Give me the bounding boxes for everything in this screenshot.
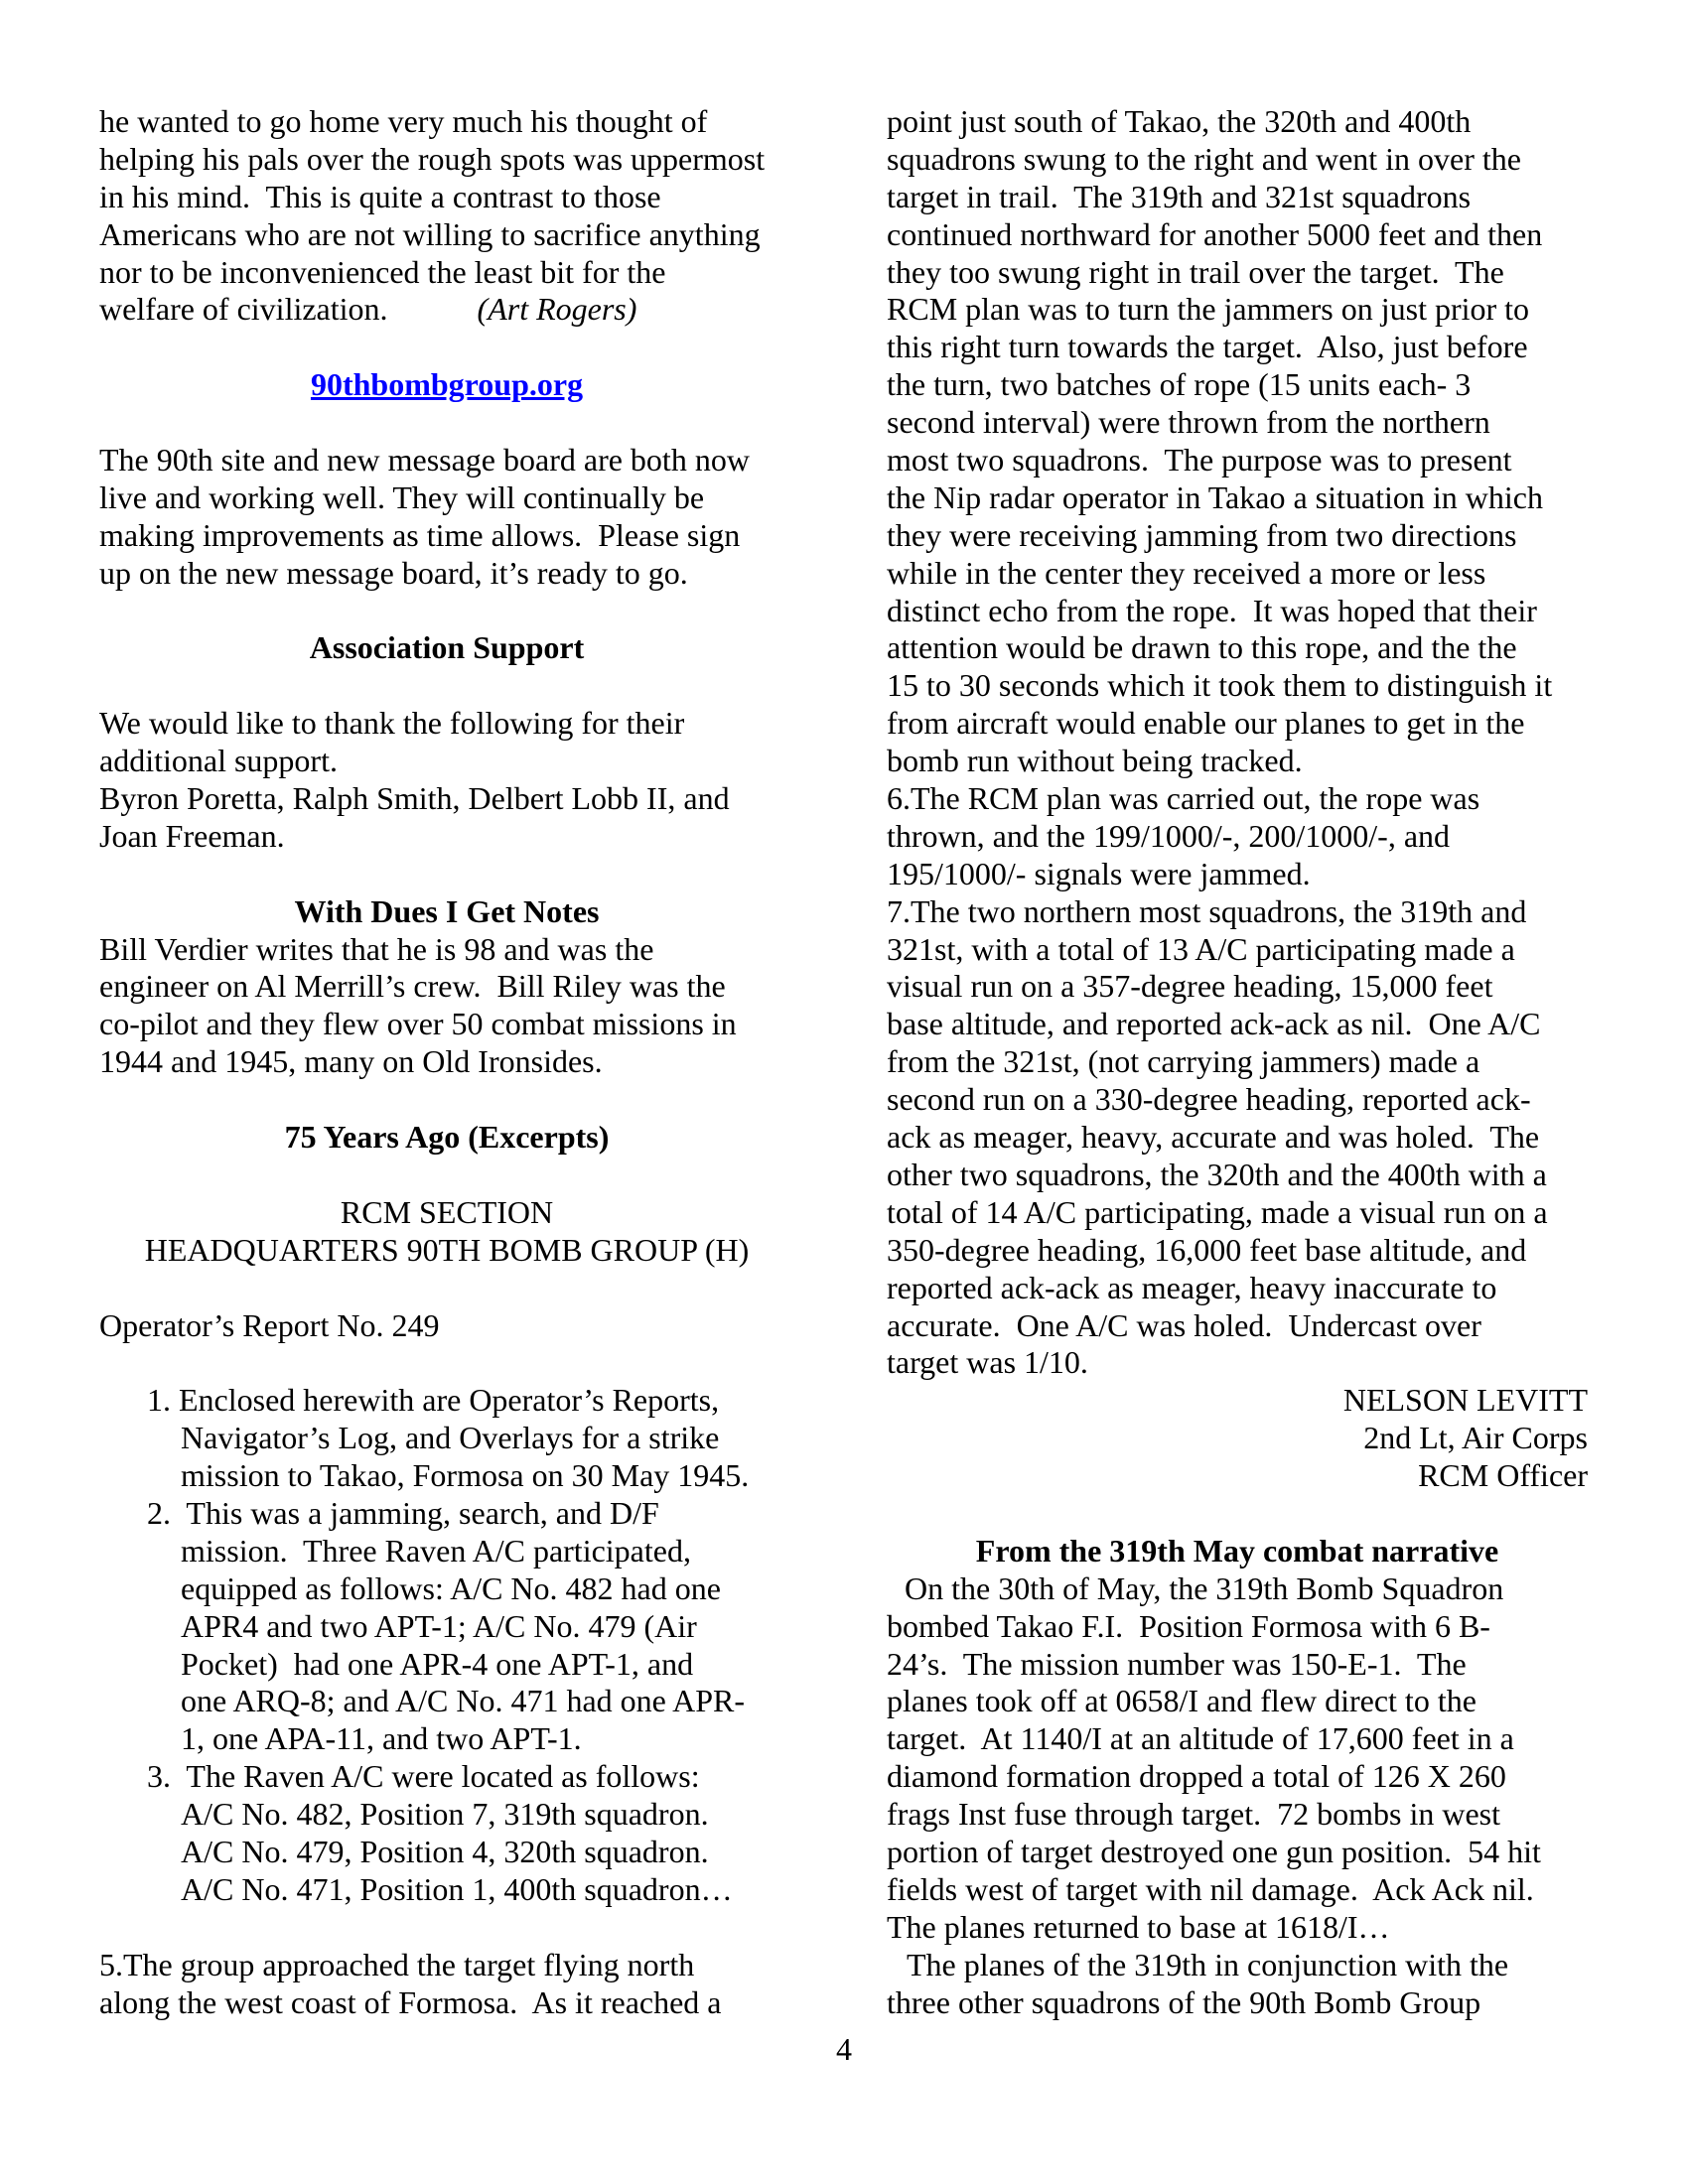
text-line: target was 1/10. [887, 1344, 1088, 1381]
text-line: attention would be drawn to this rope, and the the [887, 629, 1517, 666]
report-item-3 [99, 1758, 794, 1909]
text-line: squadrons swung to the right and went in over the [887, 140, 1521, 177]
text-line: Pocket) had one APR-4 one APT-1, and [181, 1645, 694, 1682]
text-line: bombed Takao F.I. Position Formosa with 6 B- [887, 1607, 1490, 1644]
item-number: 1. [147, 1382, 171, 1419]
text-line: other two squadrons, the 320th and the 400th with a [887, 1156, 1547, 1192]
text-line: 1, one APA-11, and two APT-1. [181, 1720, 582, 1757]
text-line: continued northward for another 5000 feet and then [887, 215, 1543, 252]
text-line: they were receiving jamming from two directions [887, 516, 1517, 553]
text-line: from aircraft would enable our planes to get in the [887, 705, 1525, 742]
text-line: 7.The two northern most squadrons, the 319th and [887, 892, 1527, 929]
website-link[interactable]: 90thbombgroup.org [310, 366, 584, 403]
text-line: thrown, and the 199/1000/-, 200/1000/-, and [887, 817, 1451, 854]
text-line: they too swung right in trail over the target. The [887, 253, 1504, 290]
text-line: nor to be inconvenienced the least bit for the [99, 253, 666, 290]
text-line: RCM plan was to turn the jammers on just prior to [887, 291, 1530, 328]
report-item-7 [887, 893, 1588, 1383]
text-line: in his mind. This is quite a contrast to those [99, 178, 661, 214]
signature-name: NELSON LEVITT [1342, 1382, 1588, 1419]
text-line: equipped as follows: A/C No. 482 had one [181, 1570, 721, 1606]
text-line: one ARQ-8; and A/C No. 471 had one APR- [181, 1683, 745, 1719]
text-line: The 90th site and new message board are both now [99, 442, 750, 478]
website-link-line [99, 366, 794, 404]
text-line: A/C No. 482, Position 7, 319th squadron. [181, 1796, 709, 1833]
association-support-paragraph [99, 705, 794, 856]
report-item-5 [99, 1947, 794, 2022]
text-line: bomb run without being tracked. [887, 743, 1303, 779]
text-line: the turn, two batches of rope (15 units each- 3 [887, 366, 1472, 403]
text-line: base altitude, and reported ack-ack as nil. One A/C [887, 1006, 1541, 1042]
text-line: 195/1000/- signals were jammed. [887, 855, 1311, 891]
report-title: Operator’s Report No. 249 [99, 1306, 440, 1343]
text-line: from the 321st, (not carrying jammers) made a [887, 1043, 1480, 1080]
text-line: he wanted to go home very much his thought of [99, 103, 708, 139]
text-span: The Raven A/C were located as follows: [186, 1758, 700, 1795]
list-item-first-line [99, 1758, 794, 1796]
text-line: A/C No. 471, Position 1, 400th squadron… [181, 1870, 733, 1907]
intro-paragraph [99, 103, 794, 329]
text-line: making improvements as time allows. Please sign [99, 516, 741, 553]
text-line: mission. Three Raven A/C participated, [181, 1532, 691, 1569]
report-item-2 [99, 1495, 794, 1758]
signature-block [887, 1382, 1588, 1495]
text-line: the Nip radar operator in Takao a situation in which [887, 478, 1543, 515]
text-line: visual run on a 357-degree heading, 15,000 feet [887, 968, 1493, 1005]
page-number: 4 [836, 2031, 852, 2067]
signature-rank: 2nd Lt, Air Corps [1363, 1420, 1588, 1456]
text-line: target in trail. The 319th and 321st squadrons [887, 178, 1472, 214]
text-line: 6.The RCM plan was carried out, the rope was [887, 780, 1480, 817]
report-item-5-continued [887, 103, 1588, 780]
narrative-paragraph-2 [887, 1947, 1588, 2022]
text-line: ack as meager, heavy, accurate and was holed. The [887, 1119, 1540, 1156]
list-item-first-line [99, 1382, 794, 1420]
rcm-section-title: RCM SECTION [340, 1193, 554, 1230]
text-line: On the 30th of May, the 319th Bomb Squadron [905, 1570, 1504, 1606]
text-line: Navigator’s Log, and Overlays for a strike [181, 1420, 720, 1456]
text-line: 1944 and 1945, many on Old Ironsides. [99, 1043, 603, 1080]
text-line [99, 291, 794, 329]
text-line: reported ack-ack as meager, heavy inaccurate to [887, 1269, 1497, 1305]
section-heading-combat-narrative: From the 319th May combat narrative [975, 1532, 1499, 1569]
text-line: 24’s. The mission number was 150-E-1. The [887, 1645, 1467, 1682]
text-line: distinct echo from the rope. It was hoped that their [887, 592, 1537, 628]
text-line: up on the new message board, it’s ready to go. [99, 554, 688, 591]
text-line: The planes returned to base at 1618/I… [887, 1908, 1390, 1945]
author-attribution: (Art Rogers) [477, 291, 637, 328]
narrative-paragraph-1 [887, 1570, 1588, 1947]
text-line: 321st, with a total of 13 A/C participating made a [887, 930, 1515, 967]
left-column [99, 103, 794, 2021]
text-line: Bill Verdier writes that he is 98 and was the [99, 930, 654, 967]
text-line: live and working well. They will continually be [99, 478, 705, 515]
text-line: Byron Poretta, Ralph Smith, Delbert Lobb II, and [99, 780, 730, 817]
section-heading-dues-notes: With Dues I Get Notes [294, 892, 600, 929]
right-column [887, 103, 1588, 2021]
report-item-1 [99, 1382, 794, 1495]
text-line: 350-degree heading, 16,000 feet base altitude, and [887, 1231, 1527, 1268]
text-line: additional support. [99, 743, 338, 779]
text-line: co-pilot and they flew over 50 combat missions in [99, 1006, 737, 1042]
text-line: helping his pals over the rough spots was uppermost [99, 140, 766, 177]
text-span: Enclosed herewith are Operator’s Reports, [179, 1382, 720, 1419]
item-number: 3. [147, 1758, 171, 1795]
text-line: second run on a 330-degree heading, reported ack- [887, 1081, 1531, 1118]
list-item-first-line [99, 1495, 794, 1533]
text-line: while in the center they received a more or less [887, 554, 1486, 591]
text-line: second interval) were thrown from the northern [887, 404, 1490, 441]
text-line: accurate. One A/C was holed. Undercast over [887, 1306, 1481, 1343]
text-line: mission to Takao, Formosa on 30 May 1945. [181, 1457, 750, 1494]
text-span: welfare of civilization. [99, 291, 388, 328]
text-line: engineer on Al Merrill’s crew. Bill Riley was the [99, 968, 726, 1005]
text-line: Joan Freeman. [99, 817, 285, 854]
text-line: 5.The group approached the target flying north [99, 1946, 695, 1982]
item-number: 2. [147, 1494, 171, 1531]
text-span: This was a jamming, search, and D/F [186, 1494, 659, 1531]
text-line: target. At 1140/I at an altitude of 17,600 feet in a [887, 1720, 1514, 1757]
signature-title: RCM Officer [1418, 1457, 1588, 1494]
text-line: this right turn towards the target. Also, just before [887, 329, 1528, 365]
text-line: total of 14 A/C participating, made a visual run on a [887, 1193, 1548, 1230]
text-line: portion of target destroyed one gun position. 54 hit [887, 1833, 1541, 1869]
text-line: point just south of Takao, the 320th and 400th [887, 103, 1472, 139]
text-line: most two squadrons. The purpose was to present [887, 442, 1512, 478]
text-line: planes took off at 0658/I and flew direct to the [887, 1683, 1477, 1719]
section-heading-association-support: Association Support [309, 629, 585, 666]
text-line: The planes of the 319th in conjunction with the [907, 1946, 1509, 1982]
dues-notes-paragraph [99, 931, 794, 1082]
text-line: APR4 and two APT-1; A/C No. 479 (Air [181, 1607, 697, 1644]
text-line: frags Inst fuse through target. 72 bombs in west [887, 1796, 1500, 1833]
headquarters-title: HEADQUARTERS 90TH BOMB GROUP (H) [144, 1231, 750, 1268]
report-item-6 [887, 780, 1588, 893]
text-line: fields west of target with nil damage. Ack Ack nil. [887, 1870, 1534, 1907]
text-line: 15 to 30 seconds which it took them to distinguish it [887, 667, 1553, 704]
text-line: three other squadrons of the 90th Bomb Group [887, 1983, 1481, 2020]
text-line: diamond formation dropped a total of 126 X 260 [887, 1758, 1506, 1795]
section-heading-75-years-ago: 75 Years Ago (Excerpts) [284, 1119, 610, 1156]
text-line: Americans who are not willing to sacrifice anything [99, 215, 761, 252]
text-line: along the west coast of Formosa. As it reached a [99, 1983, 722, 2020]
text-line: A/C No. 479, Position 4, 320th squadron. [181, 1833, 709, 1869]
text-line: We would like to thank the following for their [99, 705, 685, 742]
website-paragraph [99, 442, 794, 593]
